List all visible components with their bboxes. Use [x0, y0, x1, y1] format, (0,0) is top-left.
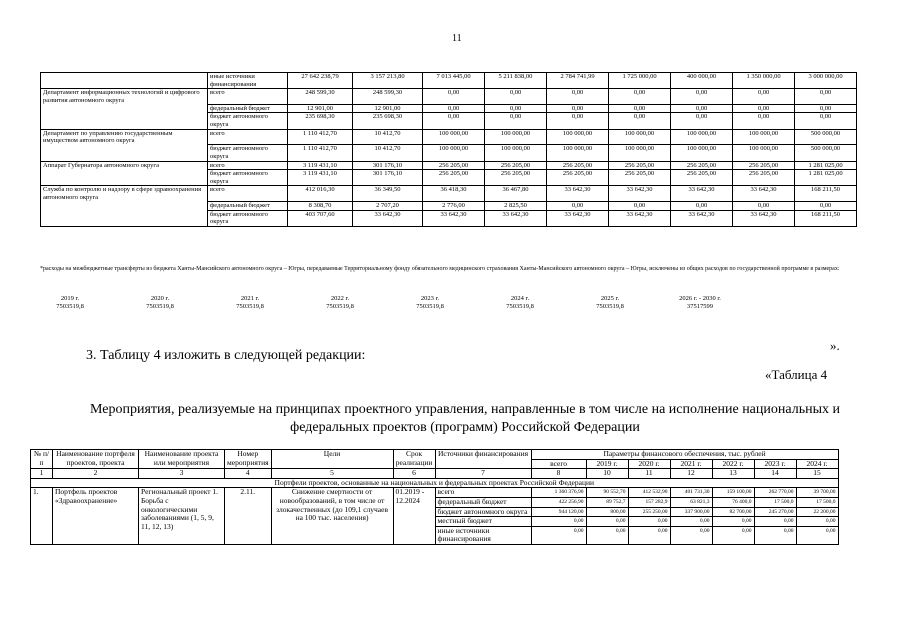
value-cell: 256 205,00	[671, 170, 733, 186]
value-cell: 0,00	[485, 104, 547, 113]
year-value: 7503519,8	[236, 302, 264, 310]
org-cell: Служба по контролю и надзору в сфере здравоохранения автономного округа	[41, 186, 208, 202]
value-cell: 0,00	[733, 113, 795, 129]
value-cell: 100 000,00	[485, 129, 547, 145]
value-cell: 0,00	[795, 104, 857, 113]
source-cell: федеральный бюджет	[208, 202, 288, 211]
finance-value: 76 400,0	[712, 497, 754, 507]
finance-value: 422 256,90	[531, 497, 586, 507]
finance-value: 82 700,00	[712, 507, 754, 517]
value-cell: 256 205,00	[609, 170, 671, 186]
value-cell: 0,00	[609, 113, 671, 129]
year-label: 2023 г.	[420, 295, 440, 302]
year-label: 2021 г.	[240, 295, 260, 302]
value-cell: 1 281 025,00	[795, 161, 857, 170]
table-row	[41, 113, 857, 129]
org-cell	[41, 170, 208, 186]
value-cell: 0,00	[609, 89, 671, 105]
column-number: 15	[796, 469, 838, 479]
table-row	[41, 129, 857, 145]
header-params: Параметры финансового обеспечения, тыс. рублей	[531, 450, 838, 460]
column-number: 7	[435, 469, 531, 479]
value-cell: 400 000,00	[671, 73, 733, 89]
value-cell: 0,00	[671, 104, 733, 113]
year-label: 2020 г.	[150, 295, 170, 302]
table-row	[41, 89, 857, 105]
column-number: 10	[586, 469, 628, 479]
source-cell: бюджет автономного округа	[208, 145, 288, 161]
year-label: 2025 г.	[600, 295, 620, 302]
value-cell: 403 707,60	[288, 210, 353, 226]
column-number: 13	[712, 469, 754, 479]
year-amount	[670, 295, 730, 310]
year-amount	[130, 295, 190, 310]
value-cell: 0,00	[547, 202, 609, 211]
year-label: 2019 г.	[60, 295, 80, 302]
org-cell	[41, 104, 208, 113]
value-cell: 8 308,70	[288, 202, 353, 211]
finance-value: 337 900,00	[670, 507, 712, 517]
finance-value: 412 532,90	[628, 488, 670, 498]
finance-value: 17 500,0	[754, 497, 796, 507]
org-cell	[41, 145, 208, 161]
finance-source: федеральный бюджет	[435, 497, 531, 507]
value-cell: 100 000,00	[733, 145, 795, 161]
value-cell: 256 205,00	[671, 161, 733, 170]
value-cell: 500 000,00	[795, 145, 857, 161]
source-cell: всего	[208, 186, 288, 202]
value-cell: 256 205,00	[547, 170, 609, 186]
finance-source: всего	[435, 488, 531, 498]
value-cell: 0,00	[423, 104, 485, 113]
value-cell: 256 205,00	[733, 161, 795, 170]
year-value: 7503519,8	[416, 302, 444, 310]
source-cell: иные источники финансирования	[208, 73, 288, 89]
value-cell: 100 000,00	[671, 129, 733, 145]
value-cell: 100 000,00	[485, 145, 547, 161]
value-cell: 0,00	[795, 113, 857, 129]
value-cell: 33 642,30	[423, 210, 485, 226]
value-cell: 0,00	[733, 202, 795, 211]
value-cell: 100 000,00	[609, 145, 671, 161]
year-amount	[310, 295, 370, 310]
value-cell: 36 467,80	[485, 186, 547, 202]
header-2023: 2023 г.	[754, 459, 796, 469]
finance-value: 0,00	[628, 517, 670, 527]
value-cell: 33 642,30	[609, 186, 671, 202]
value-cell: 0,00	[547, 113, 609, 129]
column-number: 3	[139, 469, 225, 479]
value-cell: 1 110 412,70	[288, 129, 353, 145]
column-number: 4	[225, 469, 272, 479]
year-amount	[490, 295, 550, 310]
row-num: 1.	[31, 488, 53, 545]
finance-value: 1 360 376,90	[531, 488, 586, 498]
table-row	[41, 161, 857, 170]
org-cell	[41, 113, 208, 129]
value-cell: 256 205,00	[609, 161, 671, 170]
column-number: 5	[271, 469, 393, 479]
value-cell: 100 000,00	[733, 129, 795, 145]
row-term: 01.2019 - 12.2024	[393, 488, 435, 545]
value-cell: 168 211,50	[795, 186, 857, 202]
year-label: 2024 г.	[510, 295, 530, 302]
org-cell: Департамент информационных технологий и цифрового развития автономного округа	[41, 89, 208, 105]
value-cell: 3 119 431,10	[288, 161, 353, 170]
source-cell: бюджет автономного округа	[208, 113, 288, 129]
finance-value: 262 770,00	[754, 488, 796, 498]
value-cell: 256 205,00	[733, 170, 795, 186]
value-cell: 0,00	[795, 202, 857, 211]
year-label: 2026 г. - 2030 г.	[679, 295, 721, 302]
org-cell: Департамент по управлению государственным имуществом автономного округа	[41, 129, 208, 145]
value-cell: 2 784 741,99	[547, 73, 609, 89]
finance-value: 22 200,00	[796, 507, 838, 517]
year-value: 7503519,8	[146, 302, 174, 310]
value-cell: 0,00	[485, 89, 547, 105]
value-cell: 36 349,50	[353, 186, 423, 202]
header-total: всего	[531, 459, 586, 469]
column-number: 12	[670, 469, 712, 479]
table-row	[41, 210, 857, 226]
value-cell: 301 176,10	[353, 170, 423, 186]
finance-value: 157 282,9	[628, 497, 670, 507]
value-cell: 256 205,00	[485, 170, 547, 186]
value-cell: 33 642,30	[733, 186, 795, 202]
finance-value: 0,00	[531, 526, 586, 544]
year-amount	[400, 295, 460, 310]
value-cell: 256 205,00	[423, 170, 485, 186]
row-number: 2.11.	[225, 488, 272, 545]
header-sources: Источники финансирования	[435, 450, 531, 469]
finance-value: 255 250,00	[628, 507, 670, 517]
finance-value: 0,00	[531, 517, 586, 527]
row-portfolio: Портфель проектов «Здравоохранение»	[53, 488, 139, 545]
source-cell: всего	[208, 161, 288, 170]
year-value: 7503519,8	[596, 302, 624, 310]
finance-value: 245 270,00	[754, 507, 796, 517]
value-cell: 36 418,30	[423, 186, 485, 202]
header-2021: 2021 г.	[670, 459, 712, 469]
value-cell: 2 776,00	[423, 202, 485, 211]
value-cell: 2 707,20	[353, 202, 423, 211]
finance-value: 0,00	[754, 526, 796, 544]
finance-value: 0,00	[796, 526, 838, 544]
value-cell: 100 000,00	[671, 145, 733, 161]
finance-source: бюджет автономного округа	[435, 507, 531, 517]
column-number: 14	[754, 469, 796, 479]
value-cell: 1 281 025,00	[795, 170, 857, 186]
value-cell: 33 642,30	[733, 210, 795, 226]
year-amount	[40, 295, 100, 310]
finance-value: 159 100,00	[712, 488, 754, 498]
value-cell: 248 599,30	[353, 89, 423, 105]
value-cell: 256 205,00	[485, 161, 547, 170]
year-value: 37517599	[687, 302, 713, 310]
section-row: Портфели проектов, основанные на национальных и федеральных проектах Российской Федерации	[31, 478, 839, 488]
value-cell: 27 642 238,79	[288, 73, 353, 89]
value-cell: 10 412,70	[353, 129, 423, 145]
finance-value: 800,00	[586, 507, 628, 517]
column-number: 11	[628, 469, 670, 479]
footnote: *расходы на межбюджетные трансферты из бюджета Ханты-Мансийского автономного округа – Югры, передаваемые Территориальному фонду обязательного медицинского страхования Ханты-Мансийского автономного округа – Югры, исключены из общих расходов по государственной программе в размерах:	[40, 266, 840, 272]
header-2019: 2019 г.	[586, 459, 628, 469]
value-cell: 0,00	[671, 113, 733, 129]
org-cell	[41, 73, 208, 89]
value-cell: 3 157 213,80	[353, 73, 423, 89]
column-number: 1	[31, 469, 53, 479]
value-cell: 33 642,30	[671, 210, 733, 226]
value-cell: 1 110 412,70	[288, 145, 353, 161]
value-cell: 0,00	[671, 89, 733, 105]
table-label: «Таблица 4	[765, 367, 828, 382]
finance-value: 17 500,0	[796, 497, 838, 507]
page-number: 11	[452, 33, 462, 44]
value-cell: 0,00	[609, 202, 671, 211]
amendment-item: 3. Таблицу 4 изложить в следующей редакции:	[86, 348, 366, 363]
value-cell: 33 642,30	[547, 186, 609, 202]
source-cell: всего	[208, 89, 288, 105]
org-cell: Аппарат Губернатора автономного округа	[41, 161, 208, 170]
value-cell: 0,00	[795, 89, 857, 105]
value-cell: 33 642,30	[547, 210, 609, 226]
table-heading: Мероприятия, реализуемые на принципах проектного управления, направленные в том числе на исполнение национальных и федеральных проектов (программ) Российской Федерации	[90, 402, 840, 435]
row-project: Региональный проект 1. Борьба с онкологическими заболеваниями (1, 5, 9, 11, 12, 13)	[139, 488, 225, 545]
value-cell: 412 016,30	[288, 186, 353, 202]
value-cell: 12 901,00	[288, 104, 353, 113]
header-number: Номер мероприятия	[225, 450, 272, 469]
finance-value: 944 120,00	[531, 507, 586, 517]
year-value: 7503519,8	[56, 302, 84, 310]
source-cell: бюджет автономного округа	[208, 210, 288, 226]
value-cell: 2 825,50	[485, 202, 547, 211]
header-2024: 2024 г.	[796, 459, 838, 469]
source-cell: федеральный бюджет	[208, 104, 288, 113]
table-row	[41, 73, 857, 89]
value-cell: 0,00	[733, 89, 795, 105]
value-cell: 0,00	[423, 89, 485, 105]
header-num: № п/п	[31, 450, 53, 469]
value-cell: 1 350 000,00	[733, 73, 795, 89]
year-amount	[580, 295, 640, 310]
row-goals: Снижение смертности от новообразований, в том числе от злокачественных (до 109,1 случаев на 100 тыс. населения)	[271, 488, 393, 545]
column-number: 6	[393, 469, 435, 479]
value-cell: 168 211,50	[795, 210, 857, 226]
finance-value: 0,00	[628, 526, 670, 544]
finance-source: иные источники финансирования	[435, 526, 531, 544]
value-cell: 33 642,30	[485, 210, 547, 226]
value-cell: 100 000,00	[547, 129, 609, 145]
table-row	[41, 202, 857, 211]
value-cell: 100 000,00	[609, 129, 671, 145]
header-2022: 2022 г.	[712, 459, 754, 469]
header-project: Наименование проекта или мероприятия	[139, 450, 225, 469]
value-cell: 0,00	[671, 202, 733, 211]
header-portfolio: Наименование портфеля проектов, проекта	[53, 450, 139, 469]
finance-value: 0,00	[586, 517, 628, 527]
closing-quote: ».	[830, 338, 840, 353]
org-cell	[41, 210, 208, 226]
year-amount	[220, 295, 280, 310]
org-cell	[41, 202, 208, 211]
value-cell: 235 698,30	[288, 113, 353, 129]
value-cell: 0,00	[547, 89, 609, 105]
value-cell: 3 119 431,10	[288, 170, 353, 186]
finance-value: 90 552,70	[586, 488, 628, 498]
finance-value: 39 700,00	[796, 488, 838, 498]
value-cell: 500 000,00	[795, 129, 857, 145]
source-cell: всего	[208, 129, 288, 145]
finance-value: 89 752,7	[586, 497, 628, 507]
column-number: 2	[53, 469, 139, 479]
finance-value: 0,00	[712, 517, 754, 527]
value-cell: 7 013 445,00	[423, 73, 485, 89]
finance-value: 0,00	[670, 526, 712, 544]
value-cell: 5 211 838,00	[485, 73, 547, 89]
value-cell: 256 205,00	[547, 161, 609, 170]
value-cell: 235 698,30	[353, 113, 423, 129]
finance-value: 63 821,3	[670, 497, 712, 507]
year-value: 7503519,8	[326, 302, 354, 310]
value-cell: 33 642,30	[609, 210, 671, 226]
year-label: 2022 г.	[330, 295, 350, 302]
value-cell: 0,00	[485, 113, 547, 129]
finance-value: 0,00	[796, 517, 838, 527]
continuation-table	[40, 72, 857, 227]
header-term: Срок реализации	[393, 450, 435, 469]
value-cell: 0,00	[423, 113, 485, 129]
value-cell: 10 412,70	[353, 145, 423, 161]
header-2020: 2020 г.	[628, 459, 670, 469]
source-cell: бюджет автономного округа	[208, 170, 288, 186]
value-cell: 12 901,00	[353, 104, 423, 113]
table-row	[41, 104, 857, 113]
value-cell: 1 725 000,00	[609, 73, 671, 89]
value-cell: 0,00	[609, 104, 671, 113]
year-value: 7503519,8	[506, 302, 534, 310]
value-cell: 33 642,30	[671, 186, 733, 202]
finance-value: 0,00	[712, 526, 754, 544]
value-cell: 100 000,00	[423, 129, 485, 145]
table-row	[41, 186, 857, 202]
value-cell: 256 205,00	[423, 161, 485, 170]
value-cell: 100 000,00	[423, 145, 485, 161]
value-cell: 100 000,00	[547, 145, 609, 161]
value-cell: 3 000 000,00	[795, 73, 857, 89]
finance-source: местный бюджет	[435, 517, 531, 527]
header-goals: Цели	[271, 450, 393, 469]
table-row	[41, 145, 857, 161]
column-numbers-row	[31, 469, 839, 479]
finance-value: 0,00	[670, 517, 712, 527]
table-row	[41, 170, 857, 186]
table-4	[30, 449, 839, 545]
value-cell: 0,00	[733, 104, 795, 113]
finance-value: 0,00	[586, 526, 628, 544]
value-cell: 301 176,10	[353, 161, 423, 170]
value-cell: 248 599,30	[288, 89, 353, 105]
finance-value: 401 731,30	[670, 488, 712, 498]
value-cell: 33 642,30	[353, 210, 423, 226]
column-number: 8	[531, 469, 586, 479]
finance-value: 0,00	[754, 517, 796, 527]
value-cell: 0,00	[547, 104, 609, 113]
